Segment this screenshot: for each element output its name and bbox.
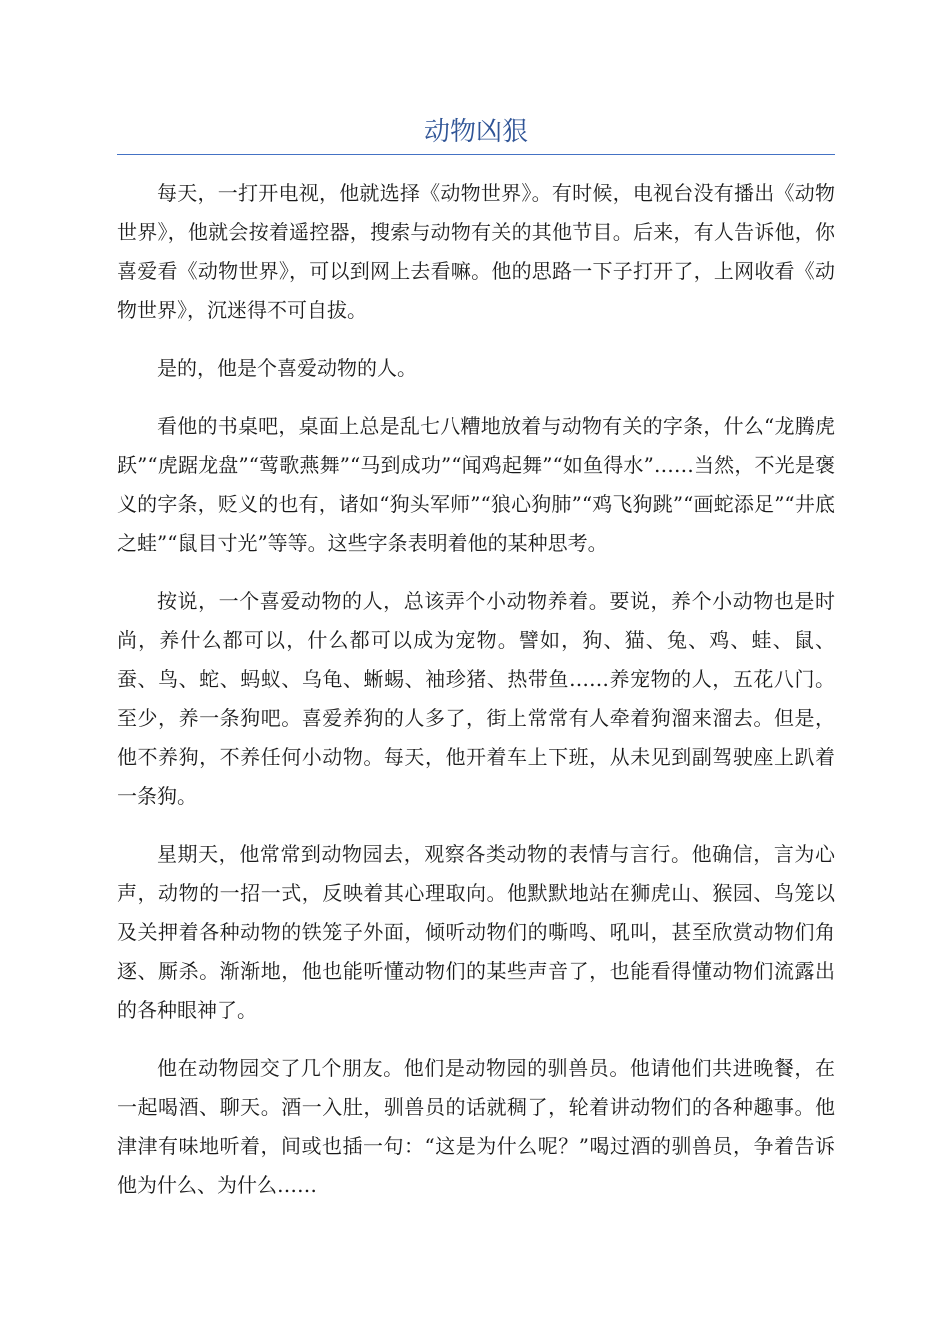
paragraph: 是的，他是个喜爱动物的人。 <box>157 356 417 380</box>
paragraph: 星期天，他常常到动物园去，观察各类动物的表情与言行。他确信，言为心声，动物的一招一式，反映着其心理取向。他默默地站在狮虎山、猴园、鸟笼以及关押着各种动物的铁笼子外面，倾听动物们的嘶鸣、吼叫，甚至欣赏动物们角逐、厮杀。渐渐地，他也能听懂动物们的某些声音了，也能看得懂动物们流露出的各种眼神了。 <box>117 842 835 1022</box>
document-page <box>117 0 835 1344</box>
paragraph: 按说，一个喜爱动物的人，总该弄个小动物养着。要说，养个小动物也是时尚，养什么都可以，什么都可以成为宠物。譬如，狗、猫、兔、鸡、蛙、鼠、蚕、鸟、蛇、蚂蚁、乌龟、蜥蜴、袖珍猪、热带鱼……养宠物的人，五花八门。至少，养一条狗吧。喜爱养狗的人多了，街上常常有人牵着狗溜来溜去。但是，他不养狗，不养任何小动物。每天，他开着车上下班，从未见到副驾驶座上趴着一条狗。 <box>117 589 835 808</box>
document-body <box>117 174 835 1224</box>
title-underline <box>117 154 835 155</box>
document-title: 动物凶狠 <box>423 117 528 147</box>
paragraph: 每天，一打开电视，他就选择《动物世界》。有时候，电视台没有播出《动物世界》，他就会按着遥控器，搜索与动物有关的其他节目。后来，有人告诉他，你喜爱看《动物世界》，可以到网上去看嘛。他的思路一下子打开了，上网收看《动物世界》，沉迷得不可自拔。 <box>117 181 835 322</box>
paragraph: 看他的书桌吧，桌面上总是乱七八糟地放着与动物有关的字条，什么“龙腾虎跃”“虎踞龙盘”“莺歌燕舞”“马到成功”“闻鸡起舞”“如鱼得水”……当然，不光是褒义的字条，贬义的也有，诸如“狗头军师”“狼心狗肺”“鸡飞狗跳”“画蛇添足”“井底之蛙”“鼠目寸光”等等。这些字条表明着他的某种思考。 <box>117 414 835 555</box>
paragraph: 他在动物园交了几个朋友。他们是动物园的驯兽员。他请他们共进晚餐，在一起喝酒、聊天。酒一入肚，驯兽员的话就稠了，轮着讲动物们的各种趣事。他津津有味地听着，间或也插一句：“这是为什么呢？”喝过酒的驯兽员，争着告诉他为什么、为什么…… <box>117 1056 835 1197</box>
